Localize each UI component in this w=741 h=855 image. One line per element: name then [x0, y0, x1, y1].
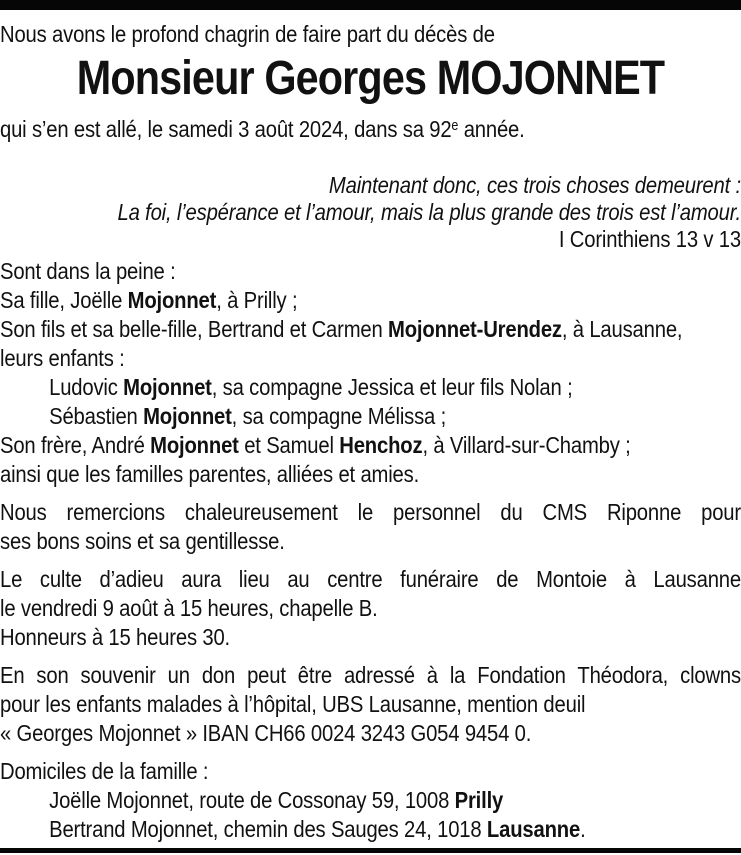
text-segment: ses bons soins et sa gentillesse. — [0, 528, 285, 554]
bold-name-text: Monsieur Georges MOJONNET — [76, 52, 665, 105]
text-segment: , sa compagne Mélissa ; — [231, 403, 447, 429]
donation-line-3 — [0, 719, 741, 748]
bold-name-text: Mojonnet — [150, 432, 239, 458]
top-border-rule — [0, 0, 741, 10]
death-date-line — [0, 115, 741, 148]
notice-body — [0, 10, 741, 844]
text-segment: ainsi que les familles parentes, alliées et amies. — [0, 461, 420, 487]
text-segment: Joëlle Mojonnet, route de Cossonay 59, 1008 — [49, 787, 455, 813]
text-segment: , à Lausanne, — [561, 316, 683, 342]
bottom-border-rule — [0, 848, 741, 853]
bold-name-text: Mojonnet — [123, 374, 212, 400]
text-segment: , à Villard-sur-Chamby ; — [422, 432, 631, 458]
bold-name-text: Mojonnet — [127, 287, 217, 313]
text-segment: Le culte d’adieu aura lieu au centre funéraire de Montoie à Lausanne — [0, 566, 741, 592]
deceased-name — [0, 51, 741, 107]
thanks-line-2 — [0, 527, 741, 556]
text-segment: Sa fille, Joëlle — [0, 287, 128, 313]
text-segment: Son frère, André — [0, 432, 151, 458]
text-segment: Nous remercions chaleureusement le personnel du CMS Riponne pour — [0, 499, 741, 525]
family-line-relatives — [0, 460, 741, 489]
thanks-line-1 — [0, 498, 741, 527]
text-segment: le vendredi 9 août à 15 heures, chapelle B. — [0, 595, 378, 621]
family-line-grandson-1 — [0, 373, 741, 402]
superscript-text: e — [451, 118, 459, 135]
addresses-header — [0, 757, 741, 786]
text-segment: Bertrand Mojonnet, chemin des Sauges 24, 1018 — [49, 816, 487, 842]
address-line-2 — [0, 815, 741, 844]
text-segment: qui s’en est allé, le samedi 3 août 2024, dans sa 92 — [0, 116, 452, 142]
text-segment: Sébastien — [49, 403, 144, 429]
ceremony-line-1 — [0, 565, 741, 594]
intro-line — [0, 20, 741, 49]
family-line-brother — [0, 431, 741, 460]
bold-name-text: Lausanne — [486, 816, 581, 842]
text-segment: et Samuel — [238, 432, 340, 458]
text-segment: La foi, l’espérance et l’amour, mais la plus grande des trois est l’amour. — [117, 199, 741, 225]
text-segment: leurs enfants : — [0, 345, 125, 371]
family-line-grandson-2 — [0, 402, 741, 431]
mourning-header — [0, 257, 741, 286]
ceremony-line-2 — [0, 594, 741, 623]
ceremony-line-3 — [0, 623, 741, 652]
text-segment: « Georges Mojonnet » IBAN CH66 0024 3243 G054 9454 0. — [0, 720, 532, 746]
family-line-daughter — [0, 286, 741, 315]
text-segment: pour les enfants malades à l’hôpital, UBS Lausanne, mention deuil — [0, 691, 586, 717]
text-segment: Nous avons le profond chagrin de faire part du décès de — [0, 21, 495, 47]
text-segment: . — [580, 816, 586, 842]
bold-name-text: Henchoz — [339, 432, 423, 458]
family-line-children-header — [0, 344, 741, 373]
text-segment: Ludovic — [49, 374, 124, 400]
text-segment: Sont dans la peine : — [0, 258, 176, 284]
quote-line-2 — [0, 199, 741, 226]
quote-line-1 — [0, 172, 741, 199]
text-segment: Domiciles de la famille : — [0, 758, 209, 784]
text-segment: Maintenant donc, ces trois choses demeurent : — [328, 172, 741, 198]
text-segment: , sa compagne Jessica et leur fils Nolan ; — [211, 374, 573, 400]
text-segment: Son fils et sa belle-fille, Bertrand et Carmen — [0, 316, 389, 342]
text-segment: , à Prilly ; — [216, 287, 298, 313]
address-line-1 — [0, 786, 741, 815]
text-segment: année. — [458, 116, 525, 142]
bold-name-text: Mojonnet — [143, 403, 232, 429]
text-segment: Honneurs à 15 heures 30. — [0, 624, 231, 650]
family-line-son — [0, 315, 741, 344]
donation-line-2 — [0, 690, 741, 719]
quote-reference — [0, 226, 741, 253]
bold-name-text: Prilly — [454, 787, 504, 813]
donation-line-1 — [0, 661, 741, 690]
text-segment: I Corinthiens 13 v 13 — [558, 226, 741, 252]
text-segment: En son souvenir un don peut être adressé à la Fondation Théodora, clowns — [0, 662, 741, 688]
bold-name-text: Mojonnet-Urendez — [388, 316, 562, 342]
